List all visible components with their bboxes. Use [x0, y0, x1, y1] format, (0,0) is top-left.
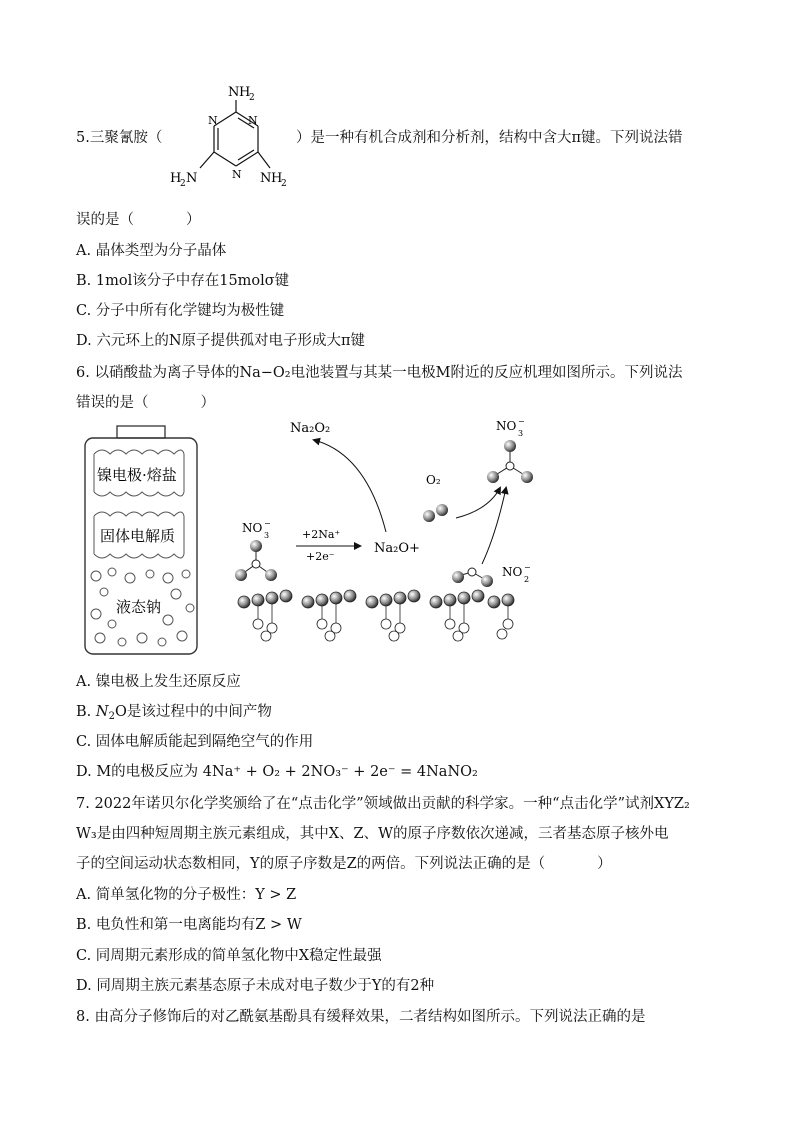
na2o2-label: Na₂O₂: [290, 421, 331, 436]
q6-close-paren: ）: [200, 395, 215, 411]
battery-layer-nickel: 镍电极·熔盐: [97, 466, 177, 484]
o2-atom-2: [436, 504, 448, 516]
q7-option-d: D. 同周期主族元素基态原子未成对电子数少于Y的有2种: [76, 978, 435, 994]
no2-sub: 2: [524, 575, 530, 584]
nh2-top-n: N: [228, 85, 240, 100]
q6-stem-1: 6. 以硝酸盐为离子导体的Na−O₂电池装置与其某一电极M附近的反应机理如图所示。下列说法: [76, 365, 683, 381]
q7-line-2: W₃是由四种短周期主族元素组成，其中X、Z、W的原子序数依次递减，三者基态原子核外电: [76, 826, 669, 842]
ring-n-3: N: [232, 168, 242, 181]
melamine-structure: [160, 78, 300, 196]
h2n-sub: 2: [180, 179, 186, 189]
electrode-surface: [238, 590, 514, 641]
mechanism-diagram: [226, 414, 546, 642]
no3-left-molecule: [235, 540, 277, 581]
q5-stem-cont: [76, 210, 201, 230]
o2-atom-1: [423, 510, 435, 522]
q7-option-b: B. 电负性和第一电离能均有Z > W: [76, 917, 302, 933]
nh2-right-n: N: [260, 171, 272, 186]
no3-top-label: NO: [496, 419, 517, 433]
no3-left-label: NO: [242, 521, 263, 535]
h2n-n: N: [186, 171, 198, 186]
q7-option-a: A. 简单氢化物的分子极性：Y > Z: [76, 887, 297, 903]
q6-option-b-prefix: B.: [76, 704, 96, 720]
battery-diagram: [82, 424, 202, 658]
no3-top-sub: 3: [518, 429, 524, 438]
q6-option-d: D. M的电极反应为 4Na⁺ + O₂ + 2NO₃⁻ + 2e⁻ = 4NaNO₂: [76, 764, 478, 780]
q7-line-3-text: 子的空间运动状态数相同，Y的原子序数是Z的两倍。下列说法正确的是（: [76, 856, 546, 872]
no3-left-sub: 3: [264, 531, 270, 540]
q6-option-c: C. 固体电解质能起到隔绝空气的作用: [76, 734, 314, 750]
q6-option-b-sub: 2: [108, 711, 115, 722]
q6-option-b-rest: O是该过程中的中间产物: [114, 704, 272, 720]
q5-option-b: B. 1mol该分子中存在15molσ键: [76, 273, 290, 289]
q8-line-1: 8. 由高分子修饰后的对乙酰氨基酚具有缓释效果，二者结构如图所示。下列说法正确的是: [76, 1009, 646, 1025]
q7-line-1: 7. 2022年诺贝尔化学奖颁给了在“点击化学”领域做出贡献的科学家。一种“点击化学”试剂XYZ₂: [76, 796, 690, 812]
h2n-h: H: [170, 171, 182, 186]
q6-option-b-italic: N: [95, 704, 109, 720]
q5-option-d: D. 六元环上的N原子提供孤对电子形成大π键: [76, 333, 366, 349]
q5-stem-cont-text: 误的是（: [76, 212, 134, 228]
na2o-label: Na₂O+: [374, 541, 420, 556]
nh2-top-h: H: [239, 85, 251, 100]
arrow-top-label: +2Na⁺: [302, 528, 341, 541]
q6-stem-2-text: 错误的是（: [76, 395, 149, 411]
arrow-bottom-label: +2e⁻: [306, 550, 335, 563]
q5-stem-right: ）是一种有机合成剂和分析剂，结构中含大π键。下列说法错: [296, 130, 683, 146]
nh2-right-sub: 2: [281, 179, 287, 189]
q7-line-3: [76, 854, 612, 874]
q5-option-a: A. 晶体类型为分子晶体: [76, 243, 227, 259]
nh2-right-h: H: [271, 171, 283, 186]
q6-option-a: A. 镍电极上发生还原反应: [76, 674, 241, 690]
q6-option-b: [76, 702, 272, 727]
no2-label: NO: [502, 565, 523, 579]
ring-n-1: N: [248, 114, 258, 127]
q7-option-c: C. 同周期元素形成的简单氢化物中X稳定性最强: [76, 948, 382, 964]
no3-left-sup: −: [264, 519, 271, 528]
q5-close-paren: ）: [186, 212, 201, 228]
q5-stem-left: 5.三聚氰胺（: [76, 130, 163, 146]
ring-n-2: N: [208, 114, 218, 127]
q7-close-paren: ）: [597, 856, 612, 872]
o2-label: O₂: [426, 473, 441, 487]
battery-layer-sodium: 液态钠: [116, 598, 162, 616]
q6-stem-2: [76, 393, 215, 413]
nh2-top-sub: 2: [249, 93, 255, 103]
no3-top-molecule: [487, 440, 533, 483]
no3-top-sup: −: [518, 417, 525, 426]
q5-option-c: C. 分子中所有化学键均为极性键: [76, 303, 285, 319]
battery-layer-electrolyte: 固体电解质: [100, 527, 176, 545]
no2-sup: −: [524, 563, 531, 572]
no2-molecule: [452, 568, 493, 587]
